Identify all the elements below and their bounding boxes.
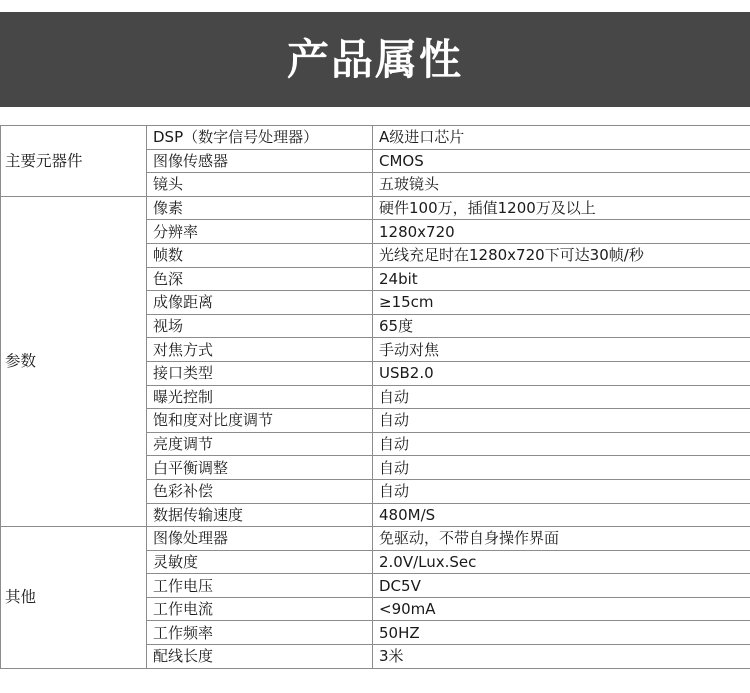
attribute-value: CMOS <box>373 149 750 173</box>
attribute-label: 饱和度对比度调节 <box>147 409 373 433</box>
attribute-value: 自动 <box>373 409 750 433</box>
attribute-label: 工作电流 <box>147 597 373 621</box>
attribute-label: 成像距离 <box>147 291 373 315</box>
attribute-value: 硬件100万，插值1200万及以上 <box>373 196 750 220</box>
attribute-label: 分辨率 <box>147 220 373 244</box>
attribute-value: 手动对焦 <box>373 338 750 362</box>
attribute-label: 工作电压 <box>147 574 373 598</box>
table-row <box>1 196 750 220</box>
attribute-value: <90mA <box>373 597 750 621</box>
attribute-value: USB2.0 <box>373 361 750 385</box>
group-label: 主要元器件 <box>1 126 147 197</box>
attribute-label: 灵敏度 <box>147 550 373 574</box>
attribute-value: 五玻镜头 <box>373 173 750 197</box>
attribute-label: 工作频率 <box>147 621 373 645</box>
attribute-label: 像素 <box>147 196 373 220</box>
attribute-label: 接口类型 <box>147 361 373 385</box>
attribute-value: A级进口芯片 <box>373 126 750 150</box>
attribute-value: 自动 <box>373 479 750 503</box>
table-row <box>1 527 750 551</box>
spec-table-body <box>1 126 750 669</box>
attribute-value: ≥15cm <box>373 291 750 315</box>
page-title: 产品属性 <box>286 35 463 84</box>
table-row <box>1 126 750 150</box>
attribute-label: 对焦方式 <box>147 338 373 362</box>
attribute-value: 3米 <box>373 645 750 669</box>
spec-table <box>0 125 750 669</box>
attribute-label: DSP（数字信号处理器） <box>147 126 373 150</box>
attribute-value: 光线充足时在1280x720下可达30帧/秒 <box>373 243 750 267</box>
attribute-value: 自动 <box>373 432 750 456</box>
attribute-label: 镜头 <box>147 173 373 197</box>
attribute-label: 色深 <box>147 267 373 291</box>
attribute-value: 480M/S <box>373 503 750 527</box>
attribute-label: 配线长度 <box>147 645 373 669</box>
attribute-label: 图像处理器 <box>147 527 373 551</box>
group-label: 其他 <box>1 527 147 669</box>
attribute-label: 数据传输速度 <box>147 503 373 527</box>
group-label: 参数 <box>1 196 147 526</box>
attribute-label: 白平衡调整 <box>147 456 373 480</box>
attribute-value: 免驱动，不带自身操作界面 <box>373 527 750 551</box>
attribute-label: 帧数 <box>147 243 373 267</box>
attribute-label: 曝光控制 <box>147 385 373 409</box>
attribute-value: 50HZ <box>373 621 750 645</box>
attribute-value: DC5V <box>373 574 750 598</box>
attribute-label: 图像传感器 <box>147 149 373 173</box>
attribute-label: 亮度调节 <box>147 432 373 456</box>
attribute-label: 视场 <box>147 314 373 338</box>
attribute-value: 24bit <box>373 267 750 291</box>
attribute-value: 1280x720 <box>373 220 750 244</box>
title-banner <box>0 12 750 107</box>
attribute-value: 2.0V/Lux.Sec <box>373 550 750 574</box>
attribute-value: 自动 <box>373 385 750 409</box>
attribute-value: 65度 <box>373 314 750 338</box>
attribute-value: 自动 <box>373 456 750 480</box>
attribute-label: 色彩补偿 <box>147 479 373 503</box>
